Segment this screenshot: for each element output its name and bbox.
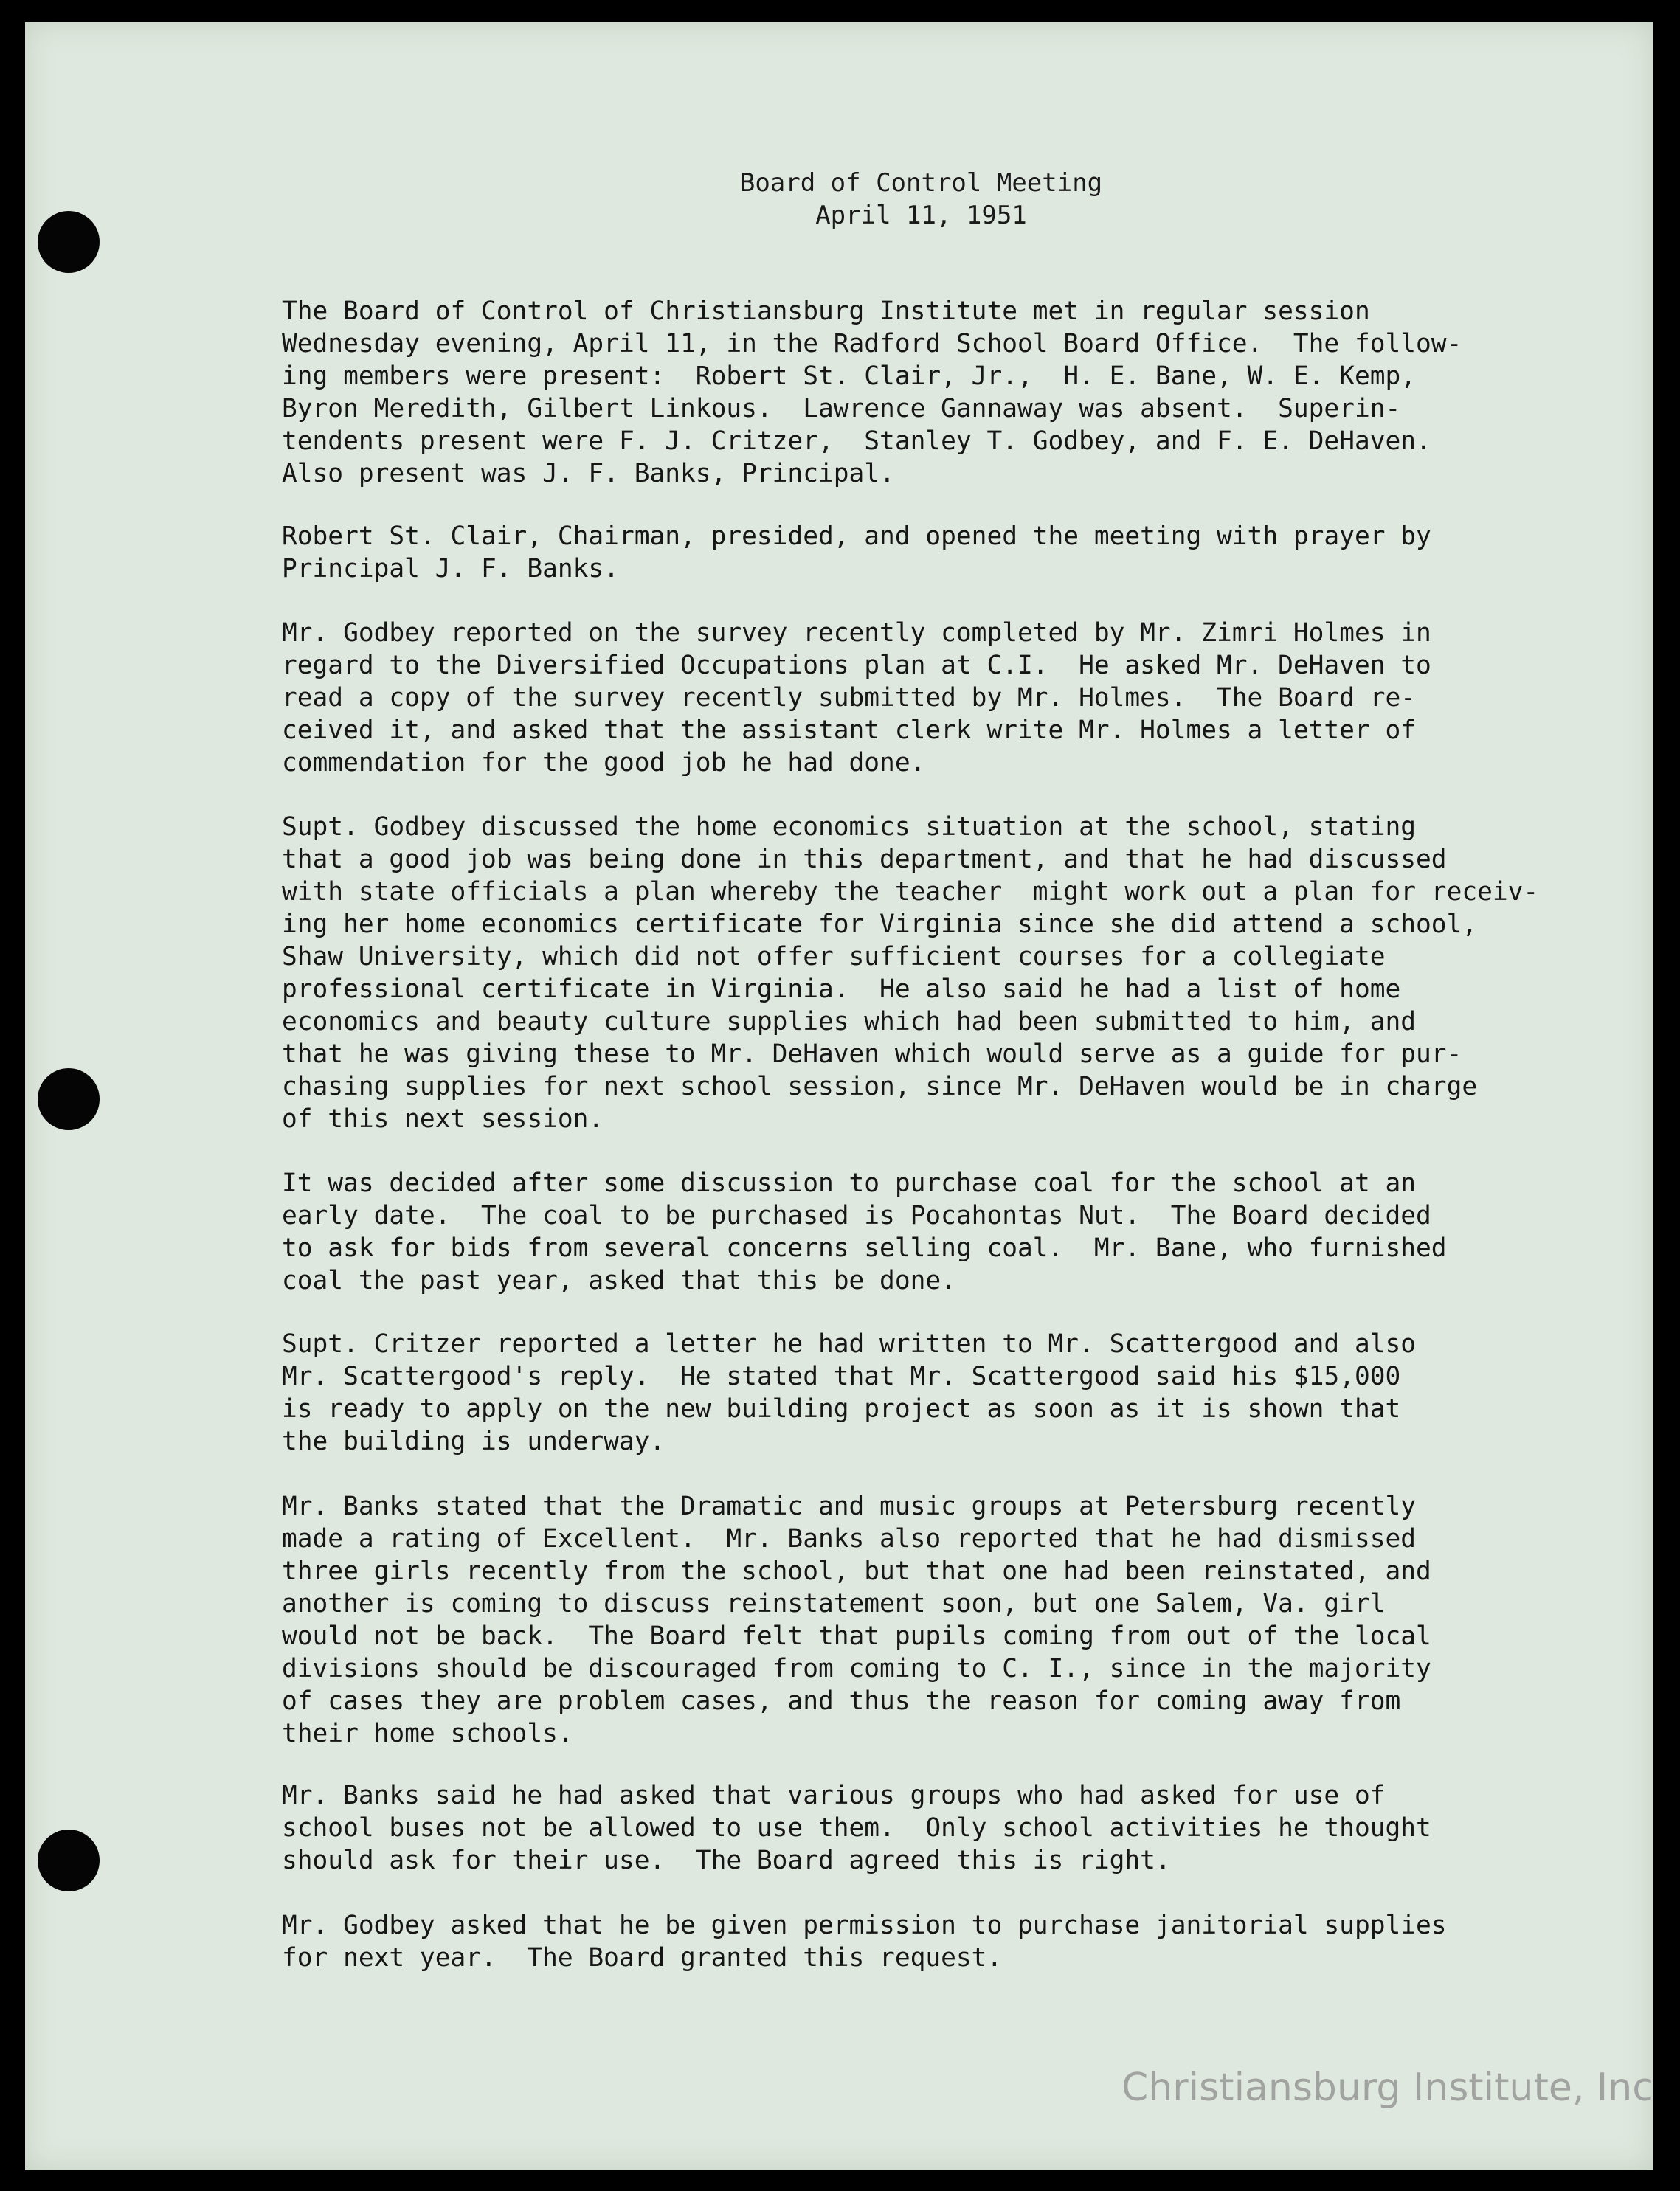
- text-line: Mr. Godbey asked that he be given permission to purchase janitorial supplies: [282, 1911, 1447, 1940]
- text-line: ing her home economics certificate for Virginia since she did attend a school,: [282, 910, 1478, 939]
- text-line: Byron Meredith, Gilbert Linkous. Lawrence Gannaway was absent. Superin-: [282, 394, 1401, 423]
- text-line: professional certificate in Virginia. He also said he had a list of home: [282, 975, 1401, 1004]
- paragraph-buses: [282, 1779, 1610, 1877]
- punch-hole-bottom: [38, 1830, 100, 1891]
- text-line: with state officials a plan whereby the teacher might work out a plan for receiv-: [282, 877, 1539, 907]
- text-line: Supt. Godbey discussed the home economics situation at the school, stating: [282, 812, 1417, 842]
- text-line: would not be back. The Board felt that pupils coming from out of the local: [282, 1621, 1431, 1651]
- document-date: April 11, 1951: [815, 201, 1027, 230]
- text-line: another is coming to discuss reinstatement soon, but one Salem, Va. girl: [282, 1589, 1386, 1619]
- text-line: It was decided after some discussion to purchase coal for the school at an: [282, 1169, 1417, 1198]
- text-line: is ready to apply on the new building project as soon as it is shown that: [282, 1394, 1401, 1424]
- text-line: tendents present were F. J. Critzer, Stanley T. Godbey, and F. E. DeHaven.: [282, 426, 1431, 456]
- text-line: three girls recently from the school, but that one had been reinstated, and: [282, 1557, 1431, 1586]
- text-line: the building is underway.: [282, 1427, 666, 1456]
- paragraph-home-economics: [282, 811, 1610, 1135]
- paragraph-students: [282, 1490, 1610, 1750]
- text-line: to ask for bids from several concerns selling coal. Mr. Bane, who furnished: [282, 1233, 1447, 1263]
- text-line: early date. The coal to be purchased is Pocahontas Nut. The Board decided: [282, 1201, 1431, 1231]
- paragraph-attendance: [282, 295, 1610, 490]
- watermark-text: Christiansburg Institute, Inc: [1121, 2066, 1653, 2110]
- text-line: that a good job was being done in this department, and that he had discussed: [282, 845, 1447, 874]
- text-line: Supt. Critzer reported a letter he had written to Mr. Scattergood and also: [282, 1329, 1417, 1359]
- paragraph-opening: [282, 520, 1610, 585]
- text-line: school buses not be allowed to use them. Only school activities he thought: [282, 1813, 1431, 1843]
- text-line: of this next session.: [282, 1104, 604, 1134]
- document-title: Board of Control Meeting: [739, 168, 1103, 198]
- text-line: chasing supplies for next school session, since Mr. DeHaven would be in charge: [282, 1072, 1478, 1101]
- text-line: Mr. Godbey reported on the survey recently completed by Mr. Zimri Holmes in: [282, 618, 1431, 648]
- paragraph-janitorial: [282, 1909, 1610, 1974]
- text-line: that he was giving these to Mr. DeHaven which would serve as a guide for pur-: [282, 1039, 1462, 1069]
- text-line: read a copy of the survey recently submitted by Mr. Holmes. The Board re-: [282, 683, 1417, 713]
- text-line: Shaw University, which did not offer sufficient courses for a collegiate: [282, 942, 1386, 972]
- text-line: commendation for the good job he had done.: [282, 748, 926, 778]
- paragraph-building-fund: [282, 1328, 1610, 1458]
- paragraph-coal: [282, 1167, 1610, 1297]
- text-line: of cases they are problem cases, and thus the reason for coming away from: [282, 1686, 1401, 1716]
- text-line: Principal J. F. Banks.: [282, 554, 619, 584]
- text-line: Robert St. Clair, Chairman, presided, and opened the meeting with prayer by: [282, 522, 1431, 551]
- text-line: Wednesday evening, April 11, in the Radford School Board Office. The follow-: [282, 329, 1462, 359]
- text-line: coal the past year, asked that this be done.: [282, 1266, 956, 1295]
- text-line: The Board of Control of Christiansburg Institute met in regular session: [282, 297, 1370, 326]
- text-line: ing members were present: Robert St. Clair, Jr., H. E. Bane, W. E. Kemp,: [282, 361, 1417, 391]
- text-line: Mr. Banks said he had asked that various groups who had asked for use of: [282, 1781, 1386, 1810]
- paragraph-survey: [282, 617, 1610, 779]
- punch-hole-middle: [38, 1068, 100, 1130]
- text-line: made a rating of Excellent. Mr. Banks also reported that he had dismissed: [282, 1524, 1417, 1554]
- text-line: divisions should be discouraged from coming to C. I., since in the majority: [282, 1654, 1431, 1683]
- text-line: ceived it, and asked that the assistant clerk write Mr. Holmes a letter of: [282, 716, 1417, 745]
- text-line: Also present was J. F. Banks, Principal.: [282, 459, 895, 488]
- text-line: economics and beauty culture supplies which had been submitted to him, and: [282, 1007, 1417, 1036]
- text-line: should ask for their use. The Board agreed this is right.: [282, 1846, 1171, 1875]
- text-line: Mr. Scattergood's reply. He stated that Mr. Scattergood said his $15,000: [282, 1362, 1401, 1391]
- text-line: regard to the Diversified Occupations plan at C.I. He asked Mr. DeHaven to: [282, 651, 1431, 680]
- text-line: Mr. Banks stated that the Dramatic and music groups at Petersburg recently: [282, 1492, 1417, 1521]
- text-line: for next year. The Board granted this request.: [282, 1943, 1003, 1973]
- text-line: their home schools.: [282, 1719, 573, 1748]
